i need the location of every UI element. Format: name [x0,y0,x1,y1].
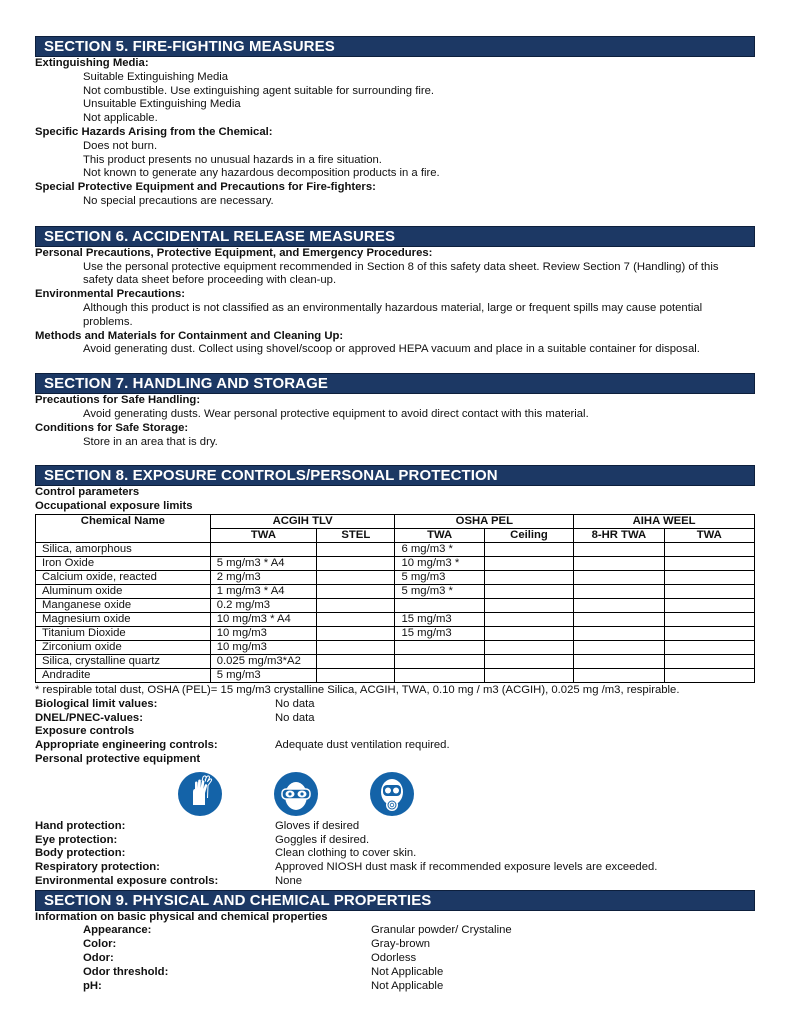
firefighter-ppe-text: No special precautions are necessary. [83,194,274,207]
engineering-controls-value: Adequate dust ventilation required. [275,739,450,752]
protection-label: Environmental exposure controls: [35,874,219,887]
protection-row [35,820,755,834]
acgih-twa-cell: 2 mg/m3 [210,570,316,584]
personal-precautions-text: Use the personal protective equipment recommended in Section 8 of this safety data sheet. Review Section 7 (Handling) of this safety data sheet before proceeding with clean-up. [83,260,719,287]
protection-label: Eye protection: [35,833,118,846]
aiha-twa-cell [664,668,754,682]
osha-twa-cell: 5 mg/m3 [395,570,484,584]
aiha-twa-cell [664,626,754,640]
osha-twa-cell [395,668,484,682]
aiha-twa-cell [664,556,754,570]
property-row [35,952,755,966]
basic-properties-label: Information on basic physical and chemical properties [35,910,328,923]
protection-value: Approved NIOSH dust mask if recommended exposure levels are exceeded. [275,861,658,874]
protection-row [35,847,755,861]
chemical-name-cell: Titanium Dioxide [36,626,211,640]
osha-ceiling-cell [484,598,573,612]
property-label: pH: [83,979,102,992]
acgih-twa-cell: 10 mg/m3 [210,640,316,654]
engineering-controls-row [35,739,755,753]
osha-twa-cell: 15 mg/m3 [395,626,484,640]
property-label: Appearance: [83,924,152,937]
acgih-twa-cell: 10 mg/m3 * A4 [210,612,316,626]
chemical-name-cell: Zirconium oxide [36,640,211,654]
acgih-twa-cell: 5 mg/m3 [210,668,316,682]
acgih-twa-cell: 5 mg/m3 * A4 [210,556,316,570]
osha-twa-cell: 10 mg/m3 * [395,556,484,570]
col-acgih-tlv: ACGIH TLV [210,514,395,528]
aiha-twa-cell [664,640,754,654]
table-row [36,654,755,668]
col-acgih-stel: STEL [317,528,395,542]
property-value: Granular powder/ Crystaline [371,924,512,937]
property-row [35,938,755,952]
protection-row [35,834,755,848]
acgih-stel-cell [317,640,395,654]
dnel-row [35,712,755,726]
osha-twa-cell [395,598,484,612]
table-row [36,668,755,682]
chemical-name-cell: Silica, amorphous [36,542,211,556]
table-row [36,584,755,598]
aiha-twa-cell [664,542,754,556]
property-row [35,966,755,980]
aiha-twa-cell [664,612,754,626]
acgih-stel-cell [317,626,395,640]
containment-methods-text: Avoid generating dust. Collect using shovel/scoop or approved HEPA vacuum and place in a suitable container for disposal. [83,343,700,356]
table-row [36,612,755,626]
osha-ceiling-cell [484,556,573,570]
safe-storage-text: Store in an area that is dry. [83,435,218,448]
property-label: Odor threshold: [83,965,169,978]
ppe-heading: Personal protective equipment [35,752,201,765]
osha-ceiling-cell [484,668,573,682]
aiha-8hr-twa-cell [574,556,664,570]
table-row [36,556,755,570]
table-row [36,626,755,640]
respirator-icon [370,772,414,816]
exposure-limits-table [35,514,755,683]
col-aiha-8hr-twa: 8-HR TWA [574,528,664,542]
osha-twa-cell: 6 mg/m3 * [395,542,484,556]
col-acgih-twa: TWA [210,528,316,542]
protection-row [35,875,755,889]
firefighter-ppe-label: Special Protective Equipment and Precautions for Fire-fighters: [35,181,376,194]
protection-row [35,861,755,875]
protection-value: Goggles if desired. [275,833,370,846]
osha-ceiling-cell [484,654,573,668]
chemical-name-cell: Manganese oxide [36,598,211,612]
osha-twa-cell: 15 mg/m3 [395,612,484,626]
engineering-controls-label: Appropriate engineering controls: [35,739,218,752]
aiha-8hr-twa-cell [574,626,664,640]
protection-label: Hand protection: [35,819,126,832]
aiha-8hr-twa-cell [574,542,664,556]
environmental-precautions-text: Although this product is not classified as an environmentally hazardous material, large or frequent spills may cause potential problems. [83,301,703,328]
suitable-media-text: Not combustible. Use extinguishing agent suitable for surrounding fire. [83,84,435,97]
acgih-twa-cell: 0.025 mg/m3*A2 [210,654,316,668]
acgih-stel-cell [317,598,395,612]
osha-twa-cell [395,654,484,668]
table-row [36,640,755,654]
aiha-8hr-twa-cell [574,584,664,598]
unsuitable-media-label: Unsuitable Extinguishing Media [83,98,241,111]
bio-limit-row [35,698,755,712]
property-value: Not Applicable [371,965,444,978]
osha-ceiling-cell [484,612,573,626]
col-aiha-twa: TWA [664,528,754,542]
aiha-8hr-twa-cell [574,668,664,682]
property-label: Color: [83,938,117,951]
osha-ceiling-cell [484,626,573,640]
acgih-twa-cell: 1 mg/m3 * A4 [210,584,316,598]
aiha-twa-cell [664,570,754,584]
extinguishing-media-label: Extinguishing Media: [35,57,149,69]
chemical-name-cell: Andradite [36,668,211,682]
dnel-value: No data [275,711,315,724]
exposure-limits-body [36,542,755,682]
acgih-stel-cell [317,654,395,668]
environmental-precautions-label: Environmental Precautions: [35,288,186,301]
section-6-header: SECTION 6. ACCIDENTAL RELEASE MEASURES [35,226,755,247]
osha-twa-cell: 5 mg/m3 * [395,584,484,598]
aiha-8hr-twa-cell [574,654,664,668]
containment-methods-label: Methods and Materials for Containment and Cleaning Up: [35,329,344,342]
hazard-line: Not known to generate any hazardous decomposition products in a fire. [83,167,440,180]
osha-ceiling-cell [484,640,573,654]
acgih-stel-cell [317,542,395,556]
personal-precautions-label: Personal Precautions, Protective Equipment, and Emergency Procedures: [35,246,433,259]
col-aiha-weel: AIHA WEEL [574,514,755,528]
acgih-stel-cell [317,612,395,626]
aiha-8hr-twa-cell [574,640,664,654]
chemical-name-cell: Calcium oxide, reacted [36,570,211,584]
table-footnote: * respirable total dust, OSHA (PEL)= 15 mg/m3 crystalline Silica, ACGIH, TWA, 0.10 mg / m3 (ACGIH), 0.025 mg /m3, respirable. [35,683,680,696]
section-7-header: SECTION 7. HANDLING AND STORAGE [35,373,755,394]
property-label: Odor: [83,952,114,965]
property-row [35,924,755,938]
aiha-twa-cell [664,654,754,668]
section-8-header: SECTION 8. EXPOSURE CONTROLS/PERSONAL PROTECTION [35,465,755,486]
chemical-name-cell: Iron Oxide [36,556,211,570]
table-row [36,570,755,584]
acgih-stel-cell [317,584,395,598]
chemical-name-cell: Magnesium oxide [36,612,211,626]
properties-list [35,924,755,993]
sds-page [35,36,755,993]
table-row [36,542,755,556]
dnel-label: DNEL/PNEC-values: [35,711,143,724]
osha-ceiling-cell [484,570,573,584]
acgih-stel-cell [317,570,395,584]
exposure-controls-label: Exposure controls [35,725,135,738]
goggles-icon [274,772,318,816]
property-row [35,980,755,994]
suitable-media-label: Suitable Extinguishing Media [83,70,229,83]
property-value: Gray-brown [371,938,431,951]
aiha-twa-cell [664,598,754,612]
chemical-name-cell: Silica, crystalline quartz [36,654,211,668]
protection-list [35,820,755,889]
specific-hazards-label: Specific Hazards Arising from the Chemical: [35,125,273,138]
safe-storage-label: Conditions for Safe Storage: [35,421,189,434]
hazard-line: This product presents no unusual hazards in a fire situation. [83,153,382,166]
table-row [36,598,755,612]
col-osha-twa: TWA [395,528,484,542]
gloves-icon [178,772,222,816]
section-9-header: SECTION 9. PHYSICAL AND CHEMICAL PROPERTIES [35,890,755,911]
protection-label: Body protection: [35,847,126,860]
acgih-stel-cell [317,668,395,682]
oel-label: Occupational exposure limits [35,500,193,513]
chemical-name-cell: Aluminum oxide [36,584,211,598]
acgih-twa-cell [210,542,316,556]
bio-limit-value: No data [275,697,315,710]
aiha-8hr-twa-cell [574,612,664,626]
section-5-header: SECTION 5. FIRE-FIGHTING MEASURES [35,36,755,57]
safe-handling-label: Precautions for Safe Handling: [35,394,201,407]
aiha-8hr-twa-cell [574,598,664,612]
property-value: Odorless [371,952,417,965]
control-parameters-label: Control parameters [35,486,140,499]
hazard-line: Does not burn. [83,139,158,152]
col-osha-ceiling: Ceiling [484,528,573,542]
aiha-8hr-twa-cell [574,570,664,584]
col-osha-pel: OSHA PEL [395,514,574,528]
protection-value: None [275,874,303,887]
safe-handling-text: Avoid generating dusts. Wear personal protective equipment to avoid direct contact with this material. [83,407,589,420]
acgih-twa-cell: 0.2 mg/m3 [210,598,316,612]
unsuitable-media-text: Not applicable. [83,112,158,125]
col-chemical-name: Chemical Name [36,514,211,542]
protection-value: Clean clothing to cover skin. [275,847,417,860]
property-value: Not Applicable [371,979,444,992]
acgih-twa-cell: 10 mg/m3 [210,626,316,640]
acgih-stel-cell [317,556,395,570]
osha-ceiling-cell [484,584,573,598]
aiha-twa-cell [664,584,754,598]
osha-ceiling-cell [484,542,573,556]
osha-twa-cell [395,640,484,654]
ppe-icons [35,771,755,817]
bio-limit-label: Biological limit values: [35,697,158,710]
protection-value: Gloves if desired [275,819,360,832]
protection-label: Respiratory protection: [35,861,160,874]
